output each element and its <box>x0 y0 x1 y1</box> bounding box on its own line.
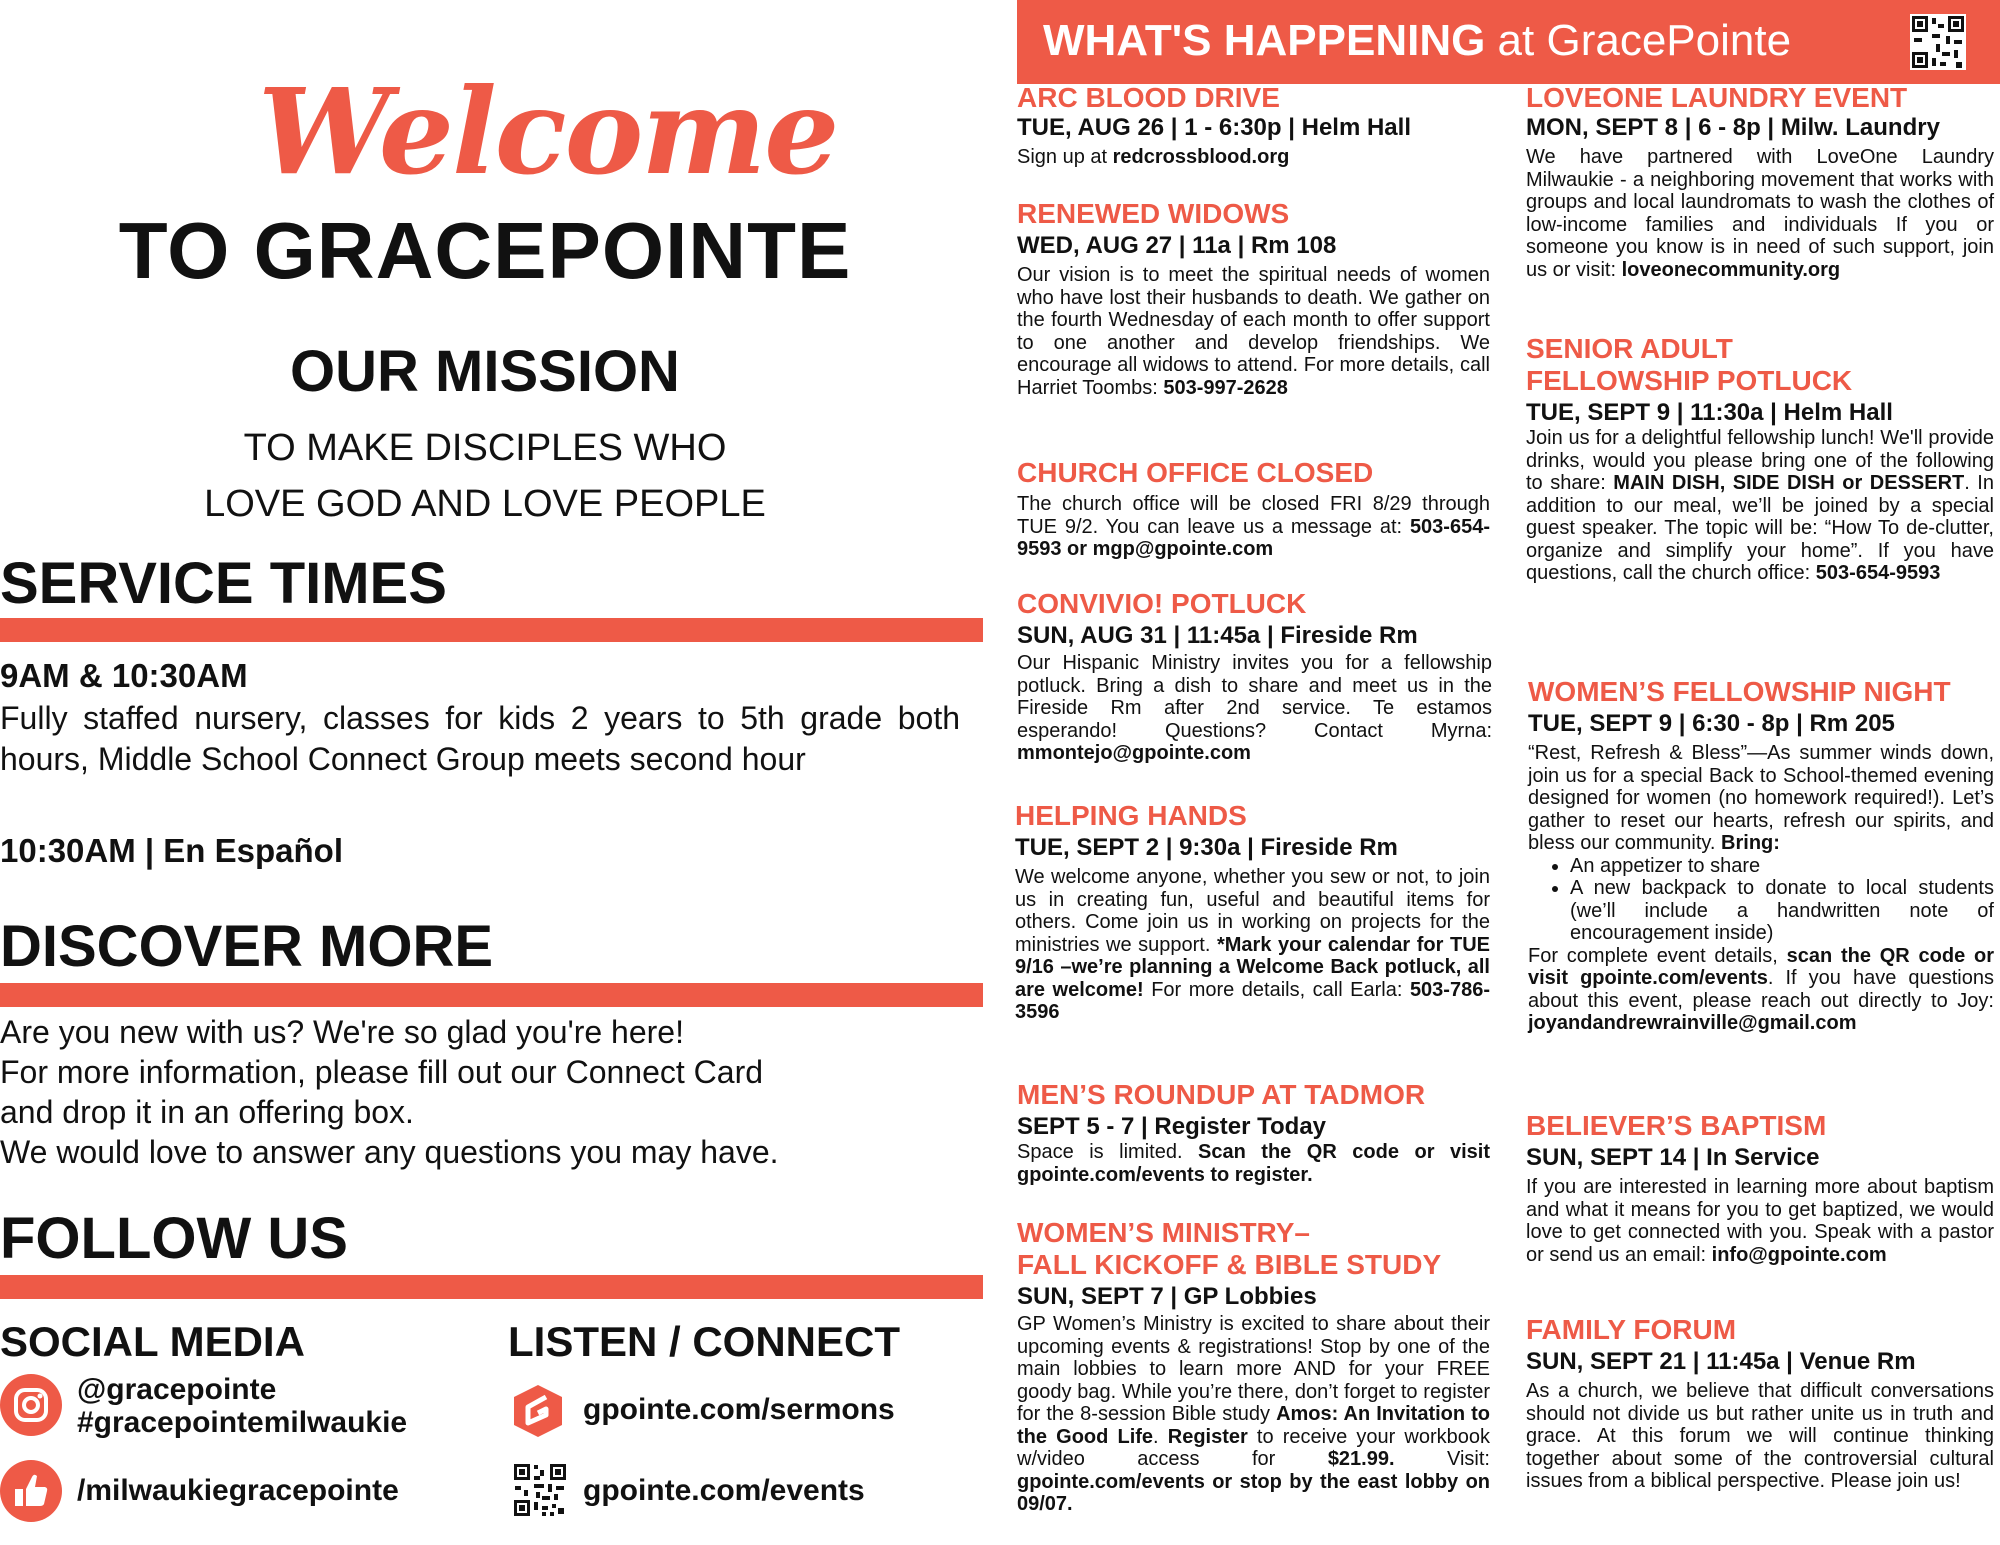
event-link[interactable]: redcrossblood.org <box>1112 146 1290 168</box>
event-convivio-potluck <box>1017 588 1492 765</box>
event-body: As a church, we believe that difficult conversations should not divide us but rather unite us in truth and grace. At this forum we will continue thinking together about some of the controversial cultural issues from a biblical perspective. Please join us! <box>1526 1380 1994 1492</box>
whats-happening-rest: at GracePointe <box>1485 16 1792 65</box>
service-time-2: 10:30AM | En Español <box>0 832 343 869</box>
sermons-link[interactable]: gpointe.com/sermons <box>583 1393 895 1426</box>
event-body <box>1526 427 1994 585</box>
event-body-text: If you are interested in learning more about baptism and what it means for you to get baptized, we would love to get connected with you. Speak with a pastor or send us an email: <box>1526 1176 1994 1266</box>
discover-more-heading: DISCOVER MORE <box>0 914 494 979</box>
event-price: $21.99. <box>1327 1448 1395 1470</box>
event-body-text: We have partnered with LoveOne Laundry Milwaukie - a neighboring movement that works with groups and local laundromats to wash the clothes of low-income families and individuals If you or someone you know is in need of such support, join us or visit: <box>1526 146 1994 281</box>
event-body-text: Our Hispanic Ministry invites you for a fellowship potluck. Bring a dish to share and meet us in the Fireside Rm after 2nd service. Te estamos esperando! Questions? Contact Myrna: <box>1017 652 1492 742</box>
event-email[interactable]: mmontejo@gpointe.com <box>1017 742 1251 764</box>
event-body-text: GP Women’s Ministry is excited to share about their upcoming events & registrations! Stop by one of the main lobbies to learn more AND for your FREE goody bag. While you’re there, don’t forget to register for the 8-session Bible study <box>1017 1313 1490 1425</box>
event-email[interactable]: info@gpointe.com <box>1711 1243 1887 1266</box>
event-details: SUN, SEPT 7 | GP Lobbies <box>1017 1283 1317 1310</box>
mission-line-2: LOVE GOD AND LOVE PEOPLE <box>204 483 766 525</box>
event-body-text: For more details, call Earla: <box>1143 978 1410 1001</box>
event-body <box>1526 1176 1994 1266</box>
social-media-heading: SOCIAL MEDIA <box>0 1318 305 1365</box>
discover-text <box>0 1012 980 1172</box>
instagram-handle: @gracepointe <box>77 1373 277 1406</box>
follow-us-heading: FOLLOW US <box>0 1206 348 1271</box>
event-renewed-widows <box>1017 198 1490 399</box>
event-details: SUN, SEPT 21 | 11:45a | Venue Rm <box>1526 1348 1916 1375</box>
bring-list <box>1528 855 1994 945</box>
event-body-text: Join us for a delightful fellowship lunch! We'll provide drinks, would you please bring one of the following to share: <box>1526 427 1994 494</box>
event-body-text: . If you have questions about this event, please reach out directly to Joy: <box>1528 967 1994 1012</box>
discover-line-4: We would love to answer any questions you may have. <box>0 1134 779 1170</box>
event-details: SUN, SEPT 14 | In Service <box>1526 1144 1820 1171</box>
event-believers-baptism <box>1526 1110 1994 1266</box>
event-highlight: Amos: An Invitation to the Good Life <box>1017 1403 1490 1448</box>
event-office-closed <box>1017 457 1490 561</box>
event-body <box>1017 1141 1490 1186</box>
discover-line-1: Are you new with us? We're so glad you're here! <box>0 1014 684 1050</box>
event-body <box>1017 652 1492 765</box>
event-title: WOMEN’S FELLOWSHIP NIGHT <box>1528 676 1951 707</box>
event-title: LOVEONE LAUNDRY EVENT <box>1526 82 1908 113</box>
discover-line-2: For more information, please fill out our Connect Card <box>0 1054 764 1090</box>
event-body <box>1526 146 1994 281</box>
instagram-hashtag: #gracepointemilwaukie <box>77 1406 408 1439</box>
event-body-text: . <box>1153 1425 1168 1448</box>
event-helping-hands <box>1015 800 1490 1024</box>
event-highlight: Register <box>1167 1425 1248 1448</box>
event-link[interactable]: loveonecommunity.org <box>1621 258 1841 281</box>
event-title: FAMILY FORUM <box>1526 1314 1737 1345</box>
event-email[interactable]: joyandandrewrainville@gmail.com <box>1528 1012 1857 1034</box>
event-body <box>1015 866 1490 1024</box>
facebook-link[interactable]: /milwaukiegracepointe <box>77 1474 399 1507</box>
event-body <box>1017 146 1411 169</box>
event-title: CONVIVIO! POTLUCK <box>1017 588 1307 619</box>
event-body-text: Visit: <box>1394 1448 1490 1470</box>
instagram-icon[interactable] <box>0 1374 62 1436</box>
qr-code-icon <box>1910 14 1966 70</box>
event-details: TUE, SEPT 2 | 9:30a | Fireside Rm <box>1015 834 1398 861</box>
facebook-like-icon[interactable] <box>0 1460 62 1522</box>
events-link[interactable]: gpointe.com/events <box>583 1474 865 1507</box>
divider-bar <box>0 983 983 1007</box>
event-body <box>1017 1313 1490 1516</box>
event-highlight: Bring: <box>1721 832 1780 854</box>
event-highlight: gpointe.com/events or stop by the east lobby on 09/07. <box>1017 1470 1490 1515</box>
mission-text <box>0 420 970 532</box>
mission-line-1: TO MAKE DISCIPLES WHO <box>243 427 727 469</box>
event-title-line-2: FALL KICKOFF & BIBLE STUDY <box>1017 1249 1442 1280</box>
instagram-link[interactable] <box>77 1373 407 1439</box>
event-title: MEN’S ROUNDUP AT TADMOR <box>1017 1079 1426 1110</box>
event-highlight: *Mark your calendar for TUE 9/16 –we’re planning a Welcome Back potluck, all are welcome! <box>1015 933 1490 1001</box>
event-womens-ministry <box>1017 1217 1490 1516</box>
event-details: SEPT 5 - 7 | Register Today <box>1017 1113 1327 1140</box>
event-highlight: scan the QR code or visit gpointe.com/events <box>1528 944 1994 989</box>
list-item: • An appetizer to share <box>1570 855 1994 878</box>
event-womens-fellowship <box>1528 676 1994 1035</box>
page-title: TO GRACEPOINTE <box>118 206 852 295</box>
event-body-text: Sign up at <box>1017 146 1113 168</box>
event-highlight: Scan the QR code or visit gpointe.com/events to register. <box>1017 1141 1490 1186</box>
gracepointe-logo-icon <box>510 1383 566 1439</box>
event-details: TUE, SEPT 9 | 6:30 - 8p | Rm 205 <box>1528 710 1895 737</box>
service-time-1: 9AM & 10:30AM <box>0 657 248 694</box>
event-body-text: For complete event details, <box>1528 944 1787 967</box>
discover-line-3: and drop it in an offering box. <box>0 1094 414 1130</box>
event-body <box>1017 264 1490 399</box>
qr-code-icon <box>512 1462 568 1518</box>
event-body <box>1017 493 1490 561</box>
event-body-text: . In addition to our meal, we’ll be joined by a special guest speaker. The topic will be: “How To de-clutter, organize and simplify your home”. If you have questions, call the church office: <box>1526 472 1994 584</box>
event-body-text: “Rest, Refresh & Bless”—As summer winds down, join us for a special Back to School-themed evening designed for women (no homework required!). Let’s gather to reset our hearts, refresh our spirits, and bless our community. <box>1528 742 1994 854</box>
event-title-line-2: FELLOWSHIP POTLUCK <box>1526 365 1853 396</box>
event-body <box>1528 742 1994 1035</box>
list-item: • A new backpack to donate to local students (we’ll include a handwritten note of encouragement inside) <box>1570 877 1994 945</box>
event-details: TUE, SEPT 9 | 11:30a | Helm Hall <box>1526 399 1893 426</box>
event-phone: 503-786-3596 <box>1015 978 1490 1023</box>
event-title: ARC BLOOD DRIVE <box>1017 82 1280 113</box>
event-body-text: to receive your workbook w/video access for <box>1017 1425 1490 1470</box>
event-details: WED, AUG 27 | 11a | Rm 108 <box>1017 232 1337 259</box>
event-details: TUE, AUG 26 | 1 - 6:30p | Helm Hall <box>1017 114 1411 141</box>
event-highlight: MAIN DISH, SIDE DISH or DESSERT <box>1613 472 1965 494</box>
event-contact: 503-654-9593 or mgp@gpointe.com <box>1017 515 1490 560</box>
whats-happening-title <box>1043 16 1791 66</box>
event-body-text: Space is limited. <box>1017 1141 1198 1163</box>
event-title-line-1: SENIOR ADULT <box>1526 333 1733 364</box>
service-times-heading: SERVICE TIMES <box>0 551 447 616</box>
event-title: BELIEVER’S BAPTISM <box>1526 1110 1827 1141</box>
event-details: MON, SEPT 8 | 6 - 8p | Milw. Laundry <box>1526 114 1940 141</box>
event-title: RENEWED WIDOWS <box>1017 198 1290 229</box>
welcome-script: Welcome <box>258 62 838 201</box>
event-title-line-1: WOMEN’S MINISTRY– <box>1017 1217 1310 1248</box>
divider-bar <box>0 1275 983 1299</box>
event-senior-potluck <box>1526 333 1994 585</box>
event-phone: 503-654-9593 <box>1815 562 1941 584</box>
event-body-text: We welcome anyone, whether you sew or not, to join us in creating fun, useful and beautiful items for others. Come join us in working on projects for the ministries we support. <box>1015 866 1490 956</box>
divider-bar <box>0 618 983 642</box>
event-phone: 503-997-2628 <box>1163 376 1288 399</box>
event-blood-drive <box>1017 82 1411 169</box>
event-mens-roundup <box>1017 1079 1490 1186</box>
event-body-text: The church office will be closed FRI 8/29 through TUE 9/2. You can leave us a message at: <box>1017 493 1490 538</box>
event-loveone-laundry <box>1526 82 1994 281</box>
event-title: HELPING HANDS <box>1015 800 1247 831</box>
whats-happening-bold: WHAT'S HAPPENING <box>1043 16 1486 65</box>
event-body-text: Our vision is to meet the spiritual needs of women who have lost their husbands to death. We gather on the fourth Wednesday of each month to offer support to one another and develop friendships. We encourage all widows to attend. For more details, call Harriet Toombs: <box>1017 264 1490 399</box>
mission-heading: OUR MISSION <box>290 339 680 404</box>
listen-connect-heading: LISTEN / CONNECT <box>508 1318 901 1365</box>
event-family-forum <box>1526 1314 1994 1493</box>
service-description: Fully staffed nursery, classes for kids 2 years to 5th grade both hours, Middle School Connect Group meets second hour <box>0 700 960 777</box>
event-title: CHURCH OFFICE CLOSED <box>1017 457 1374 488</box>
event-details: SUN, AUG 31 | 11:45a | Fireside Rm <box>1017 622 1418 649</box>
